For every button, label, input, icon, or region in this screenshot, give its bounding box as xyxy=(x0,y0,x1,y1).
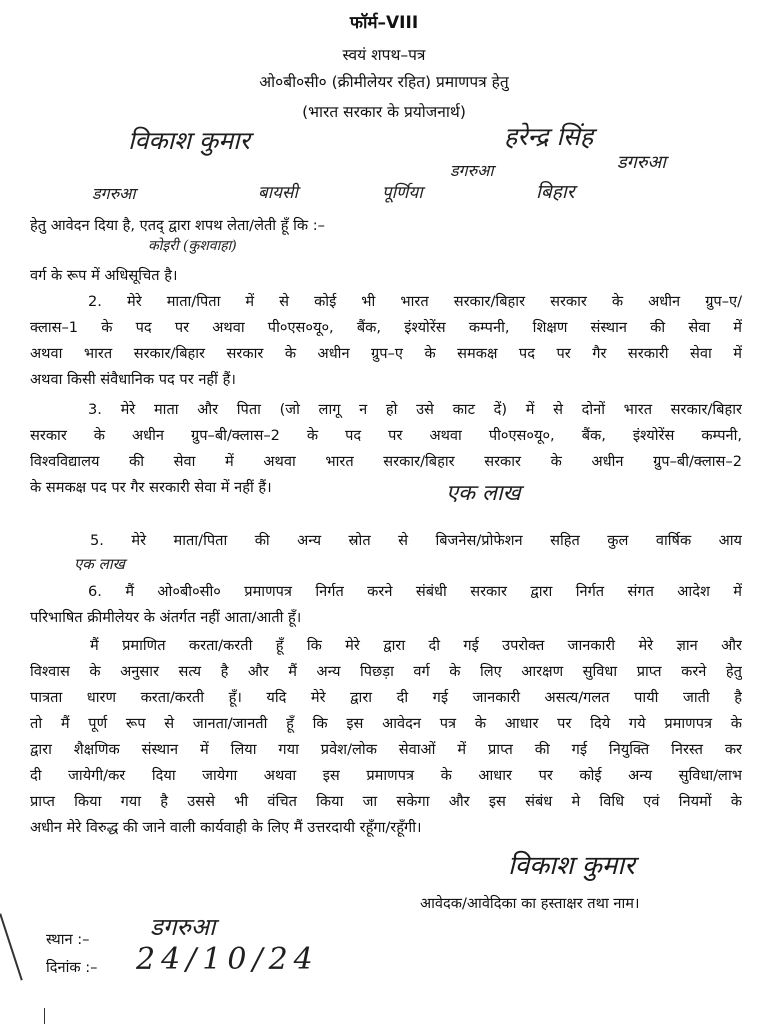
point-6-line-1: 6. मैं ओ०बी०सी० प्रमाणपत्र निर्गत करने संबंधी सरकार द्वारा निर्गत संगत आदेश में xyxy=(88,583,742,600)
point-5-line-1: 5. मेरे माता/पिता की अन्य स्रोत से बिजनेस/प्रोफेशन सहित कुल वार्षिक आय xyxy=(90,532,742,549)
place-label: स्थान :– xyxy=(46,931,90,948)
form-subtitle: ओ०बी०सी० (क्रीमीलेयर रहित) प्रमाणपत्र हेतु xyxy=(259,73,509,91)
declaration-line-4: तो मैं पूर्ण रूप से जानता/जानती हूँ कि इस आवेदन पत्र के आधार पर दिये गये प्रमाणपत्र के xyxy=(30,715,742,732)
point-3-line-4: के समकक्ष पद पर गैर सरकारी सेवा में नहीं हैं। xyxy=(30,479,272,496)
handwritten-caste: कोइरी (कुशवाहा) xyxy=(148,238,237,254)
point-6-line-2: परिभाषित क्रीमीलेयर के अंतर्गत नहीं आता/आती हूँ। xyxy=(30,609,302,626)
handwritten-block: डगरुआ xyxy=(92,184,136,203)
point-2-line-1: 2. मेरे माता/पिता में से कोई भी भारत सरकार/बिहार सरकार के अधीन ग्रुप–ए/ xyxy=(88,293,742,310)
date-label: दिनांक :– xyxy=(46,959,98,976)
point-3-line-2: सरकार के अधीन ग्रुप–बी/क्लास–2 के पद पर अथवा पी०एस०यू०, बैंक, इंश्योरेंस कम्पनी, xyxy=(30,427,742,444)
handwritten-salary-income: एक लाख xyxy=(446,481,521,506)
form-note: (भारत सरकार के प्रयोजनार्थ) xyxy=(302,103,466,121)
handwritten-name: विकाश कुमार xyxy=(128,126,250,155)
point-3-line-3: विश्वविद्यालय की सेवा में अथवा भारत सरकार/बिहार सरकार के अधीन ग्रुप–बी/क्लास–2 xyxy=(30,453,742,470)
declaration-line-6: दी जायेगी/कर दिया जायेगा अथवा इस प्रमाणपत्र के आधार पर कोई अन्य सुविधा/लाभ xyxy=(30,767,742,784)
handwritten-father-name: हरेन्द्र सिंह xyxy=(504,122,594,151)
handwritten-thana: डगरुआ xyxy=(617,152,666,173)
point-3-line-1: 3. मेरे माता और पिता (जो लागू न हो उसे काट दें) में से दोनों भारत सरकार/बिहार xyxy=(88,401,742,418)
applicant-signature-label: आवेदक/आवेदिका का हस्ताक्षर तथा नाम। xyxy=(420,895,640,912)
declaration-line-2: विश्वास के अनुसार सत्य है और मैं अन्य पिछड़ा वर्ग के लिए आरक्षण सुविधा प्राप्त करने हेतु xyxy=(30,663,742,680)
handwritten-district: पूर्णिया xyxy=(382,183,423,203)
declaration-line-7: प्राप्त किया गया है उससे भी वंचित किया जा सकेगा और इस संबंध मे विधि एवं नियमों के xyxy=(30,793,742,810)
form-number: फॉर्म–VIII xyxy=(349,13,419,33)
intro-line-4: हेतु आवेदन दिया है, एतद् द्वारा शपथ लेता/लेती हूँ कि :– xyxy=(30,217,325,234)
declaration-line-1: मैं प्रमाणित करता/करती हूँ कि मेरे द्वारा दी गई उपरोक्त जानकारी मेरे ज्ञान और xyxy=(90,637,742,654)
point-2-line-2: क्लास–1 के पद पर अथवा पी०एस०यू०, बैंक, इंश्योरेंस कम्पनी, शिक्षण संस्थान की सेवा में xyxy=(30,319,742,336)
scan-edge-mark xyxy=(0,913,22,980)
handwritten-post-office: डगरुआ xyxy=(450,161,494,180)
point-2-line-3: अथवा भारत सरकार/बिहार सरकार के अधीन ग्रुप–ए के समकक्ष पद पर गैर सरकारी सेवा में xyxy=(30,345,742,362)
scan-edge-mark-2 xyxy=(44,1008,45,1024)
form-title: स्वयं शपथ–पत्र xyxy=(342,46,426,64)
applicant-signature: विकाश कुमार xyxy=(508,851,635,881)
declaration-line-5: द्वारा शैक्षणिक संस्थान में लिया गया प्रवेश/लोक सेवाओं में प्राप्त की गई नियुक्ति निरस्त कर xyxy=(30,741,742,758)
point-1-line-2: वर्ग के रूप में अधिसूचित है। xyxy=(30,267,178,284)
handwritten-date: 24/10/24 xyxy=(136,942,319,977)
handwritten-subdivision: बायसी xyxy=(258,183,298,203)
point-2-line-4: अथवा किसी संवैधानिक पद पर नहीं हैं। xyxy=(30,371,236,388)
declaration-line-8: अधीन मेरे विरुद्ध की जाने वाली कार्यवाही के लिए मैं उत्तरदायी रहूँगा/रहूँगी। xyxy=(30,819,422,836)
handwritten-state: बिहार xyxy=(536,181,575,203)
handwritten-other-income: एक लाख xyxy=(74,555,125,573)
declaration-line-3: पात्रता धारण करता/करती हूँ। यदि मेरे द्वारा दी गई जानकारी असत्य/गलत पायी जाती है xyxy=(30,689,742,706)
handwritten-place: डगरुआ xyxy=(150,913,216,941)
